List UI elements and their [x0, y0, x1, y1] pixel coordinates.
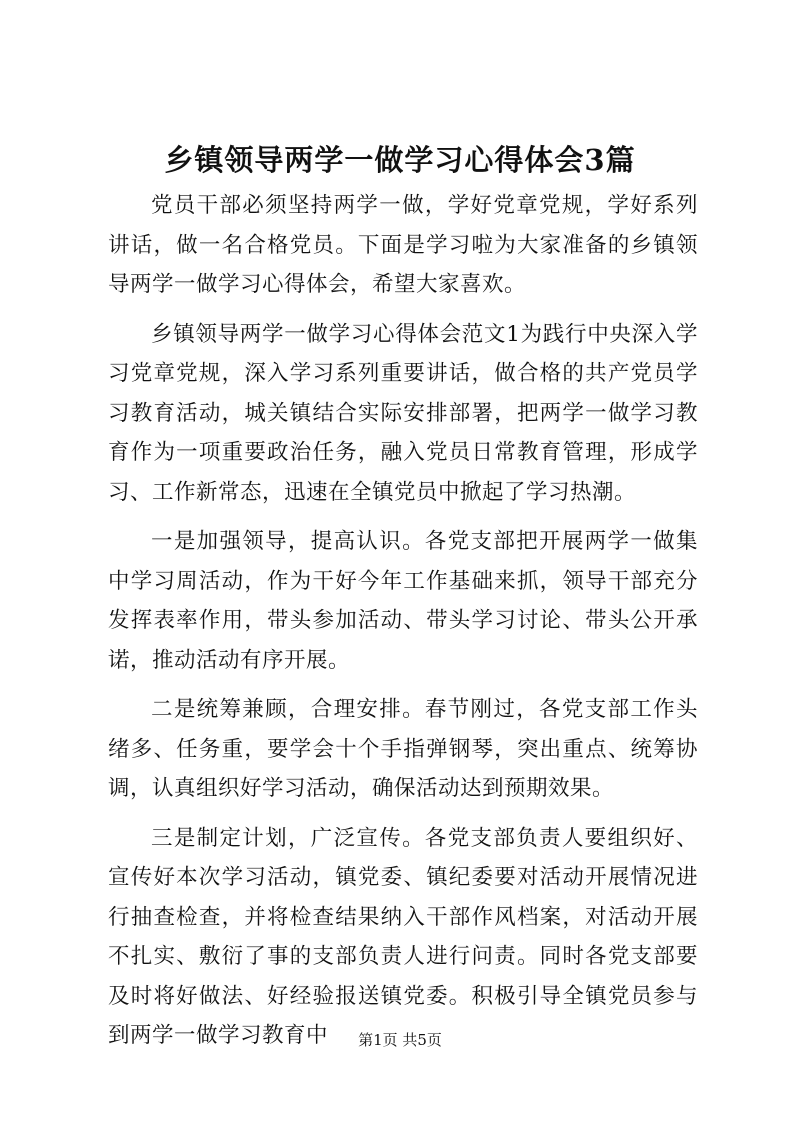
paragraph-point-3: 三是制定计划，广泛宣传。各党支部负责人要组织好、宣传好本次学习活动，镇党委、镇纪委要对活动开展情况进行抽查检查，并将检查结果纳入干部作风档案，对活动开展不扎实、敷衍了事的支部负责人进行问责。同时各党支部要及时将好做法、好经验报送镇党委。积极引导全镇党员参与到两学一做学习教育中 [108, 825, 698, 1048]
paragraph-point-1: 一是加强领导，提高认识。各党支部把开展两学一做集中学习周活动，作为干好今年工作基础来抓，领导干部充分发挥表率作用，带头参加活动、带头学习讨论、带头公开承诺，推动活动有序开展。 [108, 529, 698, 673]
page-title: 乡镇领导两学一做学习心得体会3篇 [164, 143, 636, 177]
document-body [108, 186, 698, 1066]
page-number-footer: 第1页 共5页 [358, 1031, 442, 1049]
paragraph-sample-1: 乡镇领导两学一做学习心得体会范文1为践行中央深入学习党章党规，深入学习系列重要讲话，做合格的共产党员学习教育活动，城关镇结合实际安排部署，把两学一做学习教育作为一项重要政治任务，融入党员日常教育管理，形成学习、工作新常态，迅速在全镇党员中掀起了学习热潮。 [108, 321, 698, 505]
paragraph-point-2: 二是统筹兼顾，合理安排。春节刚过，各党支部工作头绪多、任务重，要学会十个手指弹钢琴，突出重点、统筹协调，认真组织好学习活动，确保活动达到预期效果。 [108, 697, 698, 801]
paragraph-intro: 党员干部必须坚持两学一做，学好党章党规，学好系列讲话，做一名合格党员。下面是学习啦为大家准备的乡镇领导两学一做学习心得体会，希望大家喜欢。 [108, 193, 698, 297]
